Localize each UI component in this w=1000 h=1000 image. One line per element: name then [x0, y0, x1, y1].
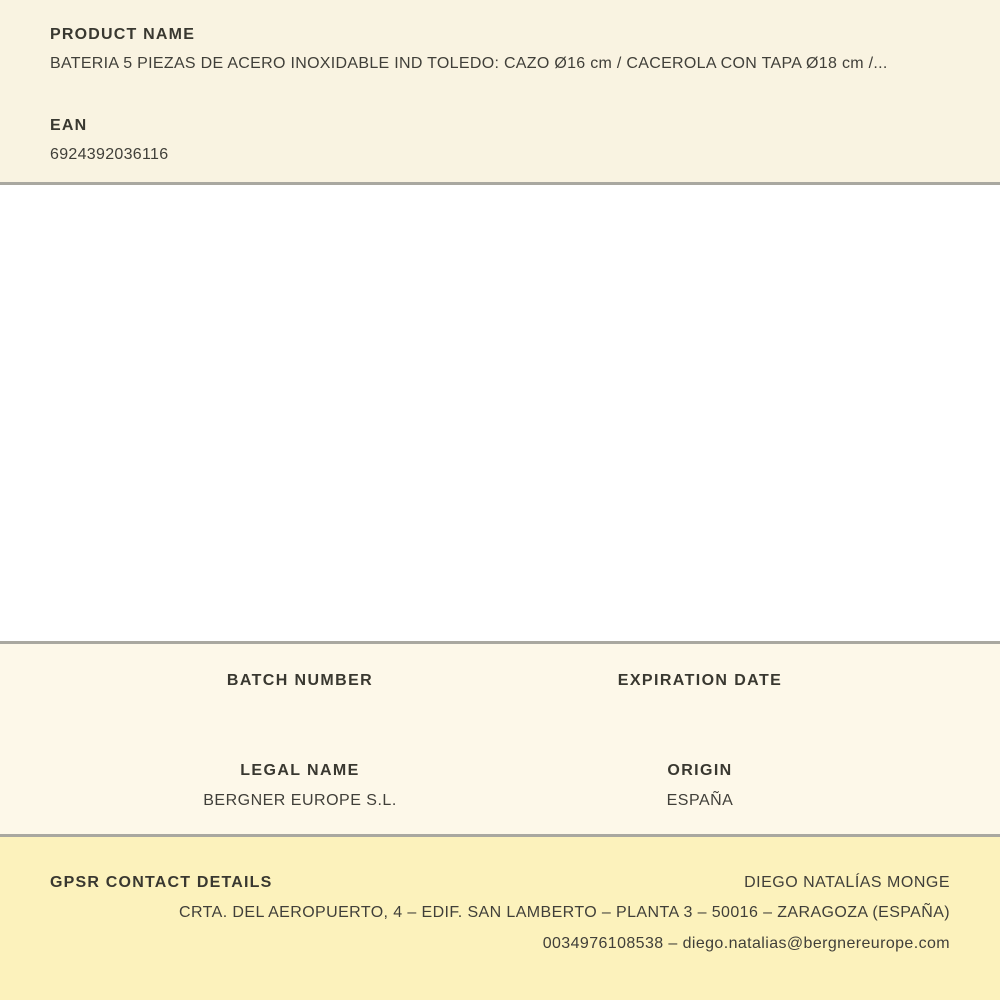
gpsr-contact-address: CRTA. DEL AEROPUERTO, 4 – EDIF. SAN LAMBERTO – PLANTA 3 – 50016 – ZARAGOZA (ESPAÑA) [179, 904, 950, 921]
gpsr-contact-name: DIEGO NATALÍAS MONGE [744, 874, 950, 891]
product-name-label: PRODUCT NAME [50, 26, 196, 43]
info-row-legal-origin [100, 763, 900, 809]
info-section [0, 641, 1000, 837]
ean-value: 6924392036116 [50, 146, 169, 163]
expiration-date-cell [500, 673, 900, 763]
origin-cell [500, 763, 900, 809]
info-row-batch-expiration [100, 673, 900, 763]
batch-number-label: BATCH NUMBER [226, 672, 374, 689]
legal-name-cell [100, 763, 500, 809]
origin-value: ESPAÑA [666, 792, 734, 809]
product-image-area [0, 185, 1000, 641]
ean-label: EAN [50, 117, 88, 134]
product-header-section [0, 0, 1000, 185]
gpsr-contact-phone-email: 0034976108538 – diego.natalias@bergnereurope.com [542, 935, 950, 953]
ean-block [50, 118, 950, 163]
legal-name-value: BERGNER EUROPE S.L. [203, 792, 397, 809]
origin-label: ORIGIN [667, 762, 733, 779]
expiration-date-label: EXPIRATION DATE [617, 672, 783, 689]
gpsr-contact-line [50, 875, 950, 891]
gpsr-contact-section [0, 837, 1000, 1000]
gpsr-contact-details-label: GPSR CONTACT DETAILS [50, 874, 273, 891]
batch-number-cell [100, 673, 500, 763]
legal-name-label: LEGAL NAME [240, 762, 360, 779]
product-name-value: BATERIA 5 PIEZAS DE ACERO INOXIDABLE IND TOLEDO: CAZO Ø16 cm / CACEROLA CON TAPA Ø18 cm /... [50, 55, 888, 72]
